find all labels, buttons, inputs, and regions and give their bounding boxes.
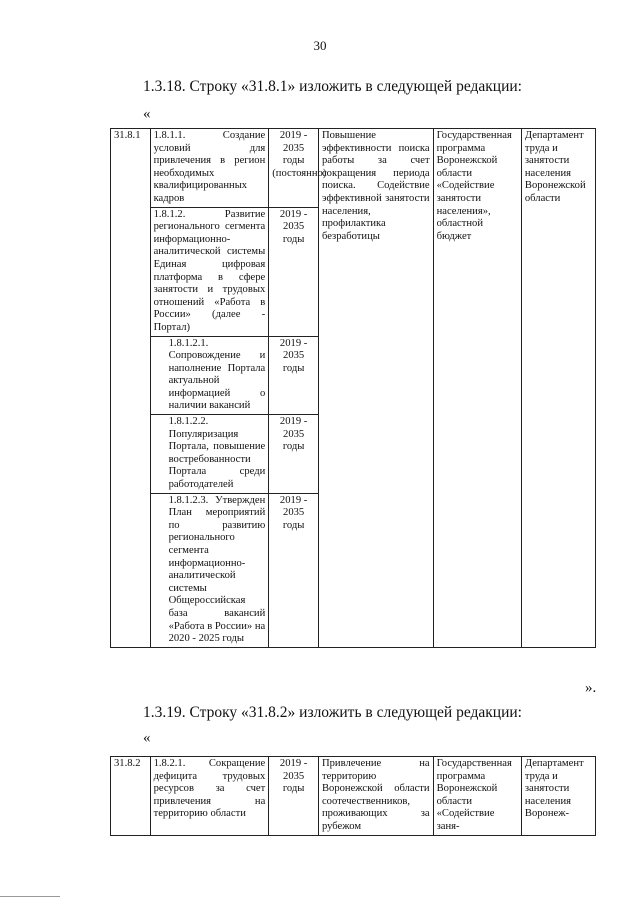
period-cell: 2019 - 2035 годы — [269, 336, 319, 415]
section-heading-1: 1.3.18. Строку «31.8.1» изложить в следующей редакции: — [143, 78, 522, 95]
closing-quote-1: ». — [585, 680, 597, 696]
event-cell: 1.8.1.1. Создание условий для привлечения в регион необходимых квалифицированных кадров — [150, 129, 269, 208]
row-table-31-8-2 — [110, 756, 596, 836]
executor-cell: Департамент труда и занятости населения Воронеж- — [521, 757, 595, 836]
page-number: 30 — [313, 38, 327, 53]
opening-quote-2: « — [143, 730, 151, 746]
result-cell: Привлечение на территорию Воронежской области соотечественников, проживающих за рубежом — [318, 757, 433, 836]
period-cell: 2019 - 2035 годы — [269, 207, 319, 336]
table-row — [111, 757, 596, 836]
period-cell: 2019 - 2035 годы — [269, 493, 319, 647]
section-heading-2: 1.3.19. Строку «31.8.2» изложить в следующей редакции: — [143, 704, 522, 721]
event-cell: 1.8.1.2.2. Популяризация Портала, повышение востребованности Портала среди работодателей — [150, 415, 269, 494]
row-code: 31.8.1 — [111, 129, 151, 648]
scan-edge-line — [0, 896, 60, 897]
event-cell: 1.8.2.1. Сокращение дефицита трудовых ресурсов за счет привлечения на территорию области — [150, 757, 269, 836]
result-cell: Повышение эффективности поиска работы за счет сокращения периода поиска. Содействие эффективной занятости населения, профилактика безработицы — [318, 129, 433, 648]
funding-source-cell: Государственная программа Воронежской области «Содействие заня- — [433, 757, 521, 836]
event-cell: 1.8.1.2. Развитие регионального сегмента информационно-аналитической системы Единая цифровая платформа в сфере занятости и трудовых отношений «Работа в России» (далее - Портал) — [150, 207, 269, 336]
event-cell: 1.8.1.2.1. Сопровождение и наполнение Портала актуальной информацией о наличии вакансий — [150, 336, 269, 415]
opening-quote-1: « — [143, 106, 151, 122]
funding-source-cell: Государственная программа Воронежской области «Содействие занятости населения», областной бюджет — [433, 129, 521, 648]
period-cell: 2019 - 2035 годы (постоянно) — [269, 129, 319, 208]
row-table-31-8-1 — [110, 128, 596, 648]
period-cell: 2019 - 2035 годы — [269, 757, 319, 836]
event-cell: 1.8.1.2.3. Утвержден План мероприятий по развитию регионального сегмента информационно-аналитической системы Общероссийская база вакансий «Работа в России» на 2020 - 2025 годы — [150, 493, 269, 647]
executor-cell: Департамент труда и занятости населения Воронежской области — [521, 129, 595, 648]
period-cell: 2019 - 2035 годы — [269, 415, 319, 494]
table-row — [111, 129, 596, 208]
row-code: 31.8.2 — [111, 757, 151, 836]
